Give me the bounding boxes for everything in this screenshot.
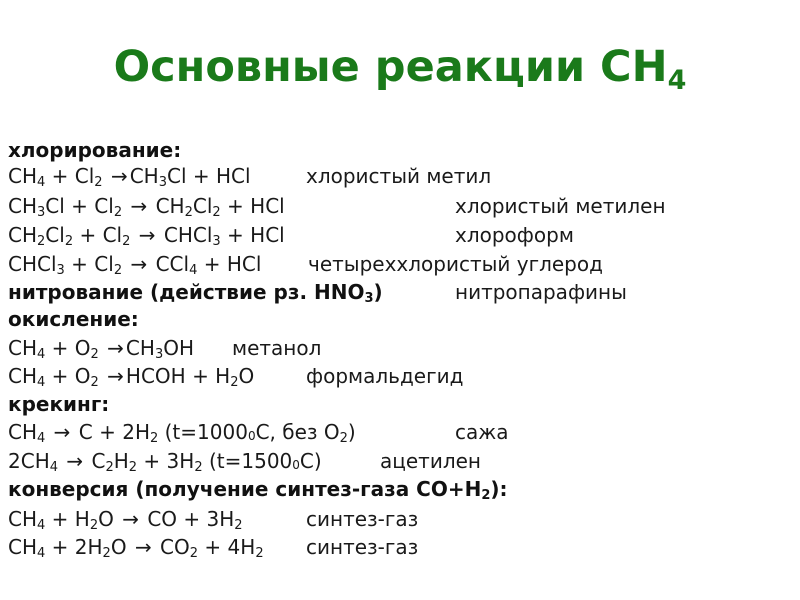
- equation-conversion-1: $CH_4 + H_2O$ → CO + $3H_2$: [8, 507, 243, 533]
- section-oxidation: окисление:: [8, 307, 139, 331]
- equation-chlorination-3: $CH_2Cl_2 + Cl_2$ → CHCl$_3$ + HCl: [8, 223, 285, 249]
- equation-oxidation-2: $CH_4 + O_2$ → HCOH + $H_2O$: [8, 364, 255, 390]
- product-cracking-2: ацетилен: [380, 449, 481, 473]
- equation-oxidation-1: $CH_4 + O_2 \to CH_3OH$: [8, 336, 194, 362]
- product-chlorination-4: четыреххлористый углерод: [308, 252, 603, 276]
- equation-cracking-2: $2CH_4 \to C_2H_2 + 3H_2$ $(t=1500^0C)$: [8, 449, 322, 475]
- product-oxidation-1: метанол: [232, 336, 322, 360]
- page-title: Основные реакции $CH_4$: [113, 42, 687, 96]
- product-chlorination-3: хлороформ: [455, 223, 574, 247]
- section-conversion: конверсия (получение синтез-газа $CO+H_2$):: [8, 477, 508, 503]
- product-oxidation-2: формальдегид: [306, 364, 464, 388]
- section-nitration: нитрование (действие рз. $HNO_3$): [8, 280, 383, 306]
- equation-chlorination-1: $CH_4 + Cl_2 \to CH_3Cl$ + HCl: [8, 164, 251, 190]
- section-cracking: крекинг:: [8, 392, 110, 416]
- product-chlorination-1: хлористый метил: [306, 164, 492, 188]
- product-nitration: нитропарафины: [455, 280, 627, 304]
- section-chlorination: хлорирование:: [8, 138, 182, 162]
- product-conversion-2: синтез-газ: [306, 535, 419, 559]
- equation-chlorination-4: CHCl$_3$ + $Cl_2 \to CCl_4$ + HCl: [8, 252, 262, 278]
- product-chlorination-2: хлористый метилен: [455, 194, 666, 218]
- equation-chlorination-2: $CH_3Cl + Cl_2 \to CH_2Cl_2$ + HCl: [8, 194, 285, 220]
- product-cracking-1: сажа: [455, 420, 509, 444]
- equation-conversion-2: $CH_4 + 2H_2O \to CO_2 + 4H_2$: [8, 535, 264, 561]
- equation-cracking-1: $CH_4 \to C + 2H_2$ ($t=1000^0C$, без $O_2$): [8, 420, 356, 446]
- product-conversion-1: синтез-газ: [306, 507, 419, 531]
